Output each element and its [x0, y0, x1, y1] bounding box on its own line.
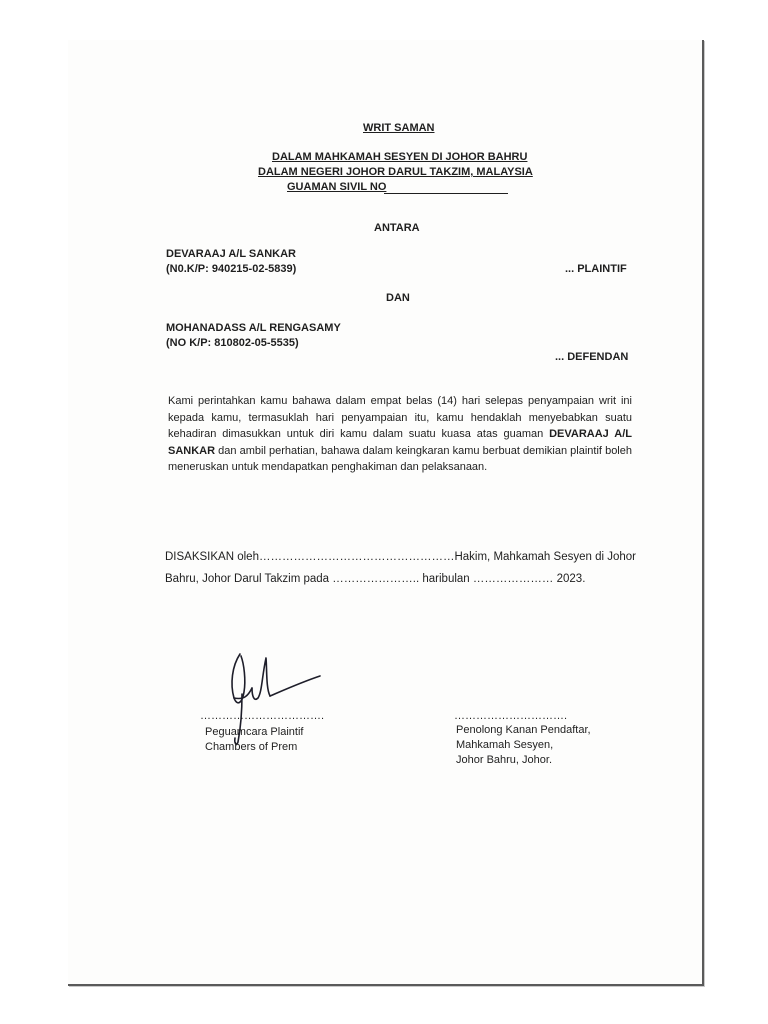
- court-name-line2: DALAM NEGERI JOHOR DARUL TAKZIM, MALAYSIA: [258, 166, 533, 178]
- chambers-label: Chambers of Prem: [205, 741, 298, 753]
- case-number-blank: [384, 193, 508, 194]
- plaintiff-ic: (N0.K/P: 940215-02-5839): [166, 263, 297, 275]
- defendant-ic: (NO K/P: 810802-05-5535): [166, 337, 299, 349]
- court-name-footer: Mahkamah Sesyen,: [456, 739, 554, 751]
- case-number-label: [287, 181, 386, 194]
- document-title: WRIT SAMAN: [363, 122, 435, 134]
- plaintiff-solicitor-label: Peguamcara Plaintif: [205, 726, 304, 738]
- summons-paragraph: [168, 393, 632, 476]
- case-label: GUAMAN SIVIL NO: [287, 181, 387, 193]
- day-dots: …………………..: [332, 573, 420, 585]
- paragraph-plaintiff-name: DEVARAAJ A/L SANKAR: [168, 428, 633, 457]
- plaintiff-name: DEVARAAJ A/L SANKAR: [166, 248, 296, 260]
- witness-place-date: Bahru, Johor Darul Takzim pada: [165, 573, 330, 585]
- dan-label: DAN: [386, 292, 410, 304]
- paragraph-text-before: Kami perintahkan kamu bahawa dalam empat belas (14) hari selepas penyampaian writ ini kepada kamu, termasuklah hari penyampaian itu, kamu hendaklah menyebabkan suatu kehadiran dimasukkan untuk diri kamu dalam suatu kuasa atas guaman: [168, 395, 632, 440]
- left-signature-dots: …………………………….: [200, 710, 325, 722]
- right-signature-dots: ………………………….: [454, 710, 568, 722]
- defendant-role: ... DEFENDAN: [555, 351, 629, 363]
- witness-line-1: [165, 551, 636, 564]
- judge-title: Hakim, Mahkamah Sesyen di Johor: [454, 551, 636, 563]
- judge-signature-dots: ……………………………………………: [258, 551, 455, 563]
- witness-by-label: DISAKSIKAN oleh: [165, 551, 259, 563]
- paragraph-text-after: dan ambil perhatian, bahawa dalam keingkaran kamu berbuat demikian plaintif boleh meneruskan untuk mendapatkan penghakiman dan pelaksanaan.: [168, 444, 632, 473]
- defendant-name: MOHANADASS A/L RENGASAMY: [166, 322, 341, 334]
- month-dots: …………………: [472, 573, 554, 585]
- plaintiff-role: ... PLAINTIF: [565, 263, 627, 275]
- antara-label: ANTARA: [374, 222, 420, 234]
- year-label: 2023.: [556, 573, 586, 585]
- court-location-footer: Johor Bahru, Johor.: [456, 754, 553, 766]
- registrar-title: Penolong Kanan Pendaftar,: [456, 724, 591, 736]
- haribulan-label: haribulan: [422, 573, 470, 585]
- court-name-line1: DALAM MAHKAMAH SESYEN DI JOHOR BAHRU: [272, 151, 528, 163]
- witness-line-2: [165, 573, 585, 586]
